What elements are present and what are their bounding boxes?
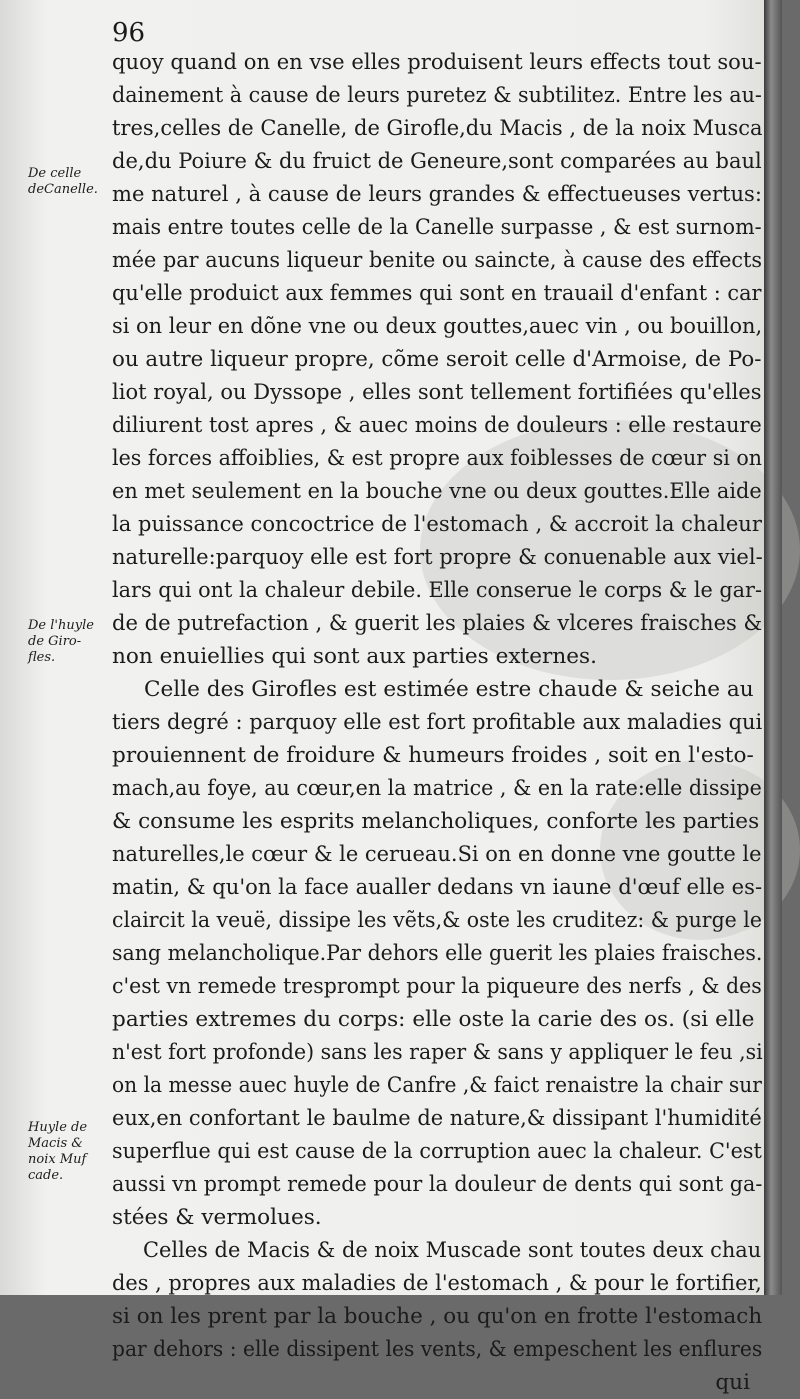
text-line: les forces affoiblies, & est propre aux foiblesses de cœur si on — [112, 446, 763, 471]
catchword: qui — [715, 1370, 750, 1395]
text-line: matin, & qu'on la face aualler dedans vn iaune d'œuf elle es- — [112, 875, 763, 900]
marginal-note-girofles — [28, 618, 110, 666]
marginal-note-line: Macis & — [28, 1136, 83, 1151]
text-line: par dehors : elle dissipent les vents, & empeschent les enflures — [112, 1337, 763, 1362]
page-edge-shadow — [764, 0, 782, 1295]
text-line: sang melancholique.Par dehors elle guerit les plaies fraisches. — [112, 941, 763, 966]
text-line: lars qui ont la chaleur debile. Elle conserue le corps & le gar- — [112, 578, 763, 603]
text-line: eux,en confortant le baulme de nature,& dissipant l'humidité — [112, 1106, 762, 1131]
text-line: si on leur en dõne vne ou deux gouttes,auec vin , ou bouillon, — [112, 314, 763, 339]
marginal-note-line: De l'huyle — [28, 618, 94, 633]
text-line: en met seulement en la bouche vne ou deux gouttes.Elle aide — [112, 479, 762, 504]
text-line: & consume les esprits melancholiques, conforte les parties — [112, 809, 760, 834]
page-number: 96 — [112, 18, 146, 48]
text-line: de,du Poiure & du fruict de Geneure,sont comparées au baul — [112, 149, 762, 174]
text-line: parties extremes du corps: elle oste la carie des os. (si elle — [112, 1007, 755, 1032]
text-line: stées & vermolues. — [112, 1205, 322, 1230]
text-line: Celle des Girofles est estimée estre chaude & seiche au — [144, 677, 754, 702]
text-line: mach,au foye, au cœur,en la matrice , & en la rate:elle dissipe — [112, 776, 762, 801]
marginal-note-line: deCanelle. — [28, 182, 98, 197]
marginal-note-canelle — [28, 166, 110, 198]
marginal-note-macis — [28, 1120, 110, 1184]
text-line: aussi vn prompt remede pour la douleur de dents qui sont ga- — [112, 1172, 763, 1197]
text-line: Celles de Macis & de noix Muscade sont toutes deux chau — [143, 1238, 762, 1263]
marginal-note-line: de Giro- — [28, 634, 82, 649]
text-line: naturelles,le cœur & le cerueau.Si on en donne vne goutte le — [112, 842, 762, 867]
text-line: dainement à cause de leurs puretez & subtilitez. Entre les au- — [112, 83, 762, 108]
text-line: de de putrefaction , & guerit les plaies & vlceres fraisches & — [112, 611, 763, 636]
marginal-note-line: Huyle de — [28, 1120, 88, 1135]
text-line: si on les prent par la bouche , ou qu'on en frotte l'estomach — [112, 1304, 763, 1329]
text-line: non enuiellies qui sont aux parties externes. — [112, 644, 597, 669]
text-line: la puissance concoctrice de l'estomach , & accroit la chaleur — [112, 512, 762, 537]
text-line: ou autre liqueur propre, cõme seroit celle d'Armoise, de Po- — [112, 347, 762, 372]
text-line: mais entre toutes celle de la Canelle surpasse , & est surnom- — [112, 215, 762, 240]
text-line: claircit la veuë, dissipe les vẽts,& oste les cruditez: & purge le — [112, 908, 762, 933]
text-line: mée par aucuns liqueur benite ou saincte, à cause des effects — [112, 248, 763, 273]
text-line: on la messe auec huyle de Canfre ,& faict renaistre la chair sur — [112, 1073, 762, 1098]
text-line: me naturel , à cause de leurs grandes & effectueuses vertus: — [112, 182, 762, 207]
text-line: n'est fort profonde) sans les raper & sans y appliquer le feu ,si — [112, 1040, 763, 1065]
text-line: c'est vn remede tresprompt pour la piqueure des nerfs , & des — [112, 974, 762, 999]
text-line: des , propres aux maladies de l'estomach , & pour le fortifier, — [112, 1271, 762, 1296]
marginal-note-line: cade. — [28, 1168, 64, 1183]
text-line: diliurent tost apres , & auec moins de douleurs : elle restaure — [112, 413, 762, 438]
marginal-note-line: De celle — [28, 166, 82, 181]
text-line: naturelle:parquoy elle est fort propre & conuenable aux viel- — [112, 545, 763, 570]
text-line: tres,celles de Canelle, de Girofle,du Macis , de la noix Musca — [112, 116, 763, 141]
text-line: prouiennent de froidure & humeurs froides , soit en l'esto- — [112, 743, 754, 768]
text-line: superflue qui est cause de la corruption auec la chaleur. C'est — [112, 1139, 762, 1164]
marginal-note-line: noix Muf — [28, 1152, 87, 1167]
text-line: quoy quand on en vse elles produisent leurs effects tout sou- — [112, 50, 762, 75]
text-line: liot royal, ou Dyssope , elles sont tellement fortifiées qu'elles — [112, 380, 762, 405]
marginal-note-line: fles. — [28, 650, 56, 665]
text-line: qu'elle produict aux femmes qui sont en trauail d'enfant : car — [112, 281, 762, 306]
body-text — [112, 46, 762, 1399]
text-line: tiers degré : parquoy elle est fort profitable aux maladies qui — [112, 710, 763, 735]
